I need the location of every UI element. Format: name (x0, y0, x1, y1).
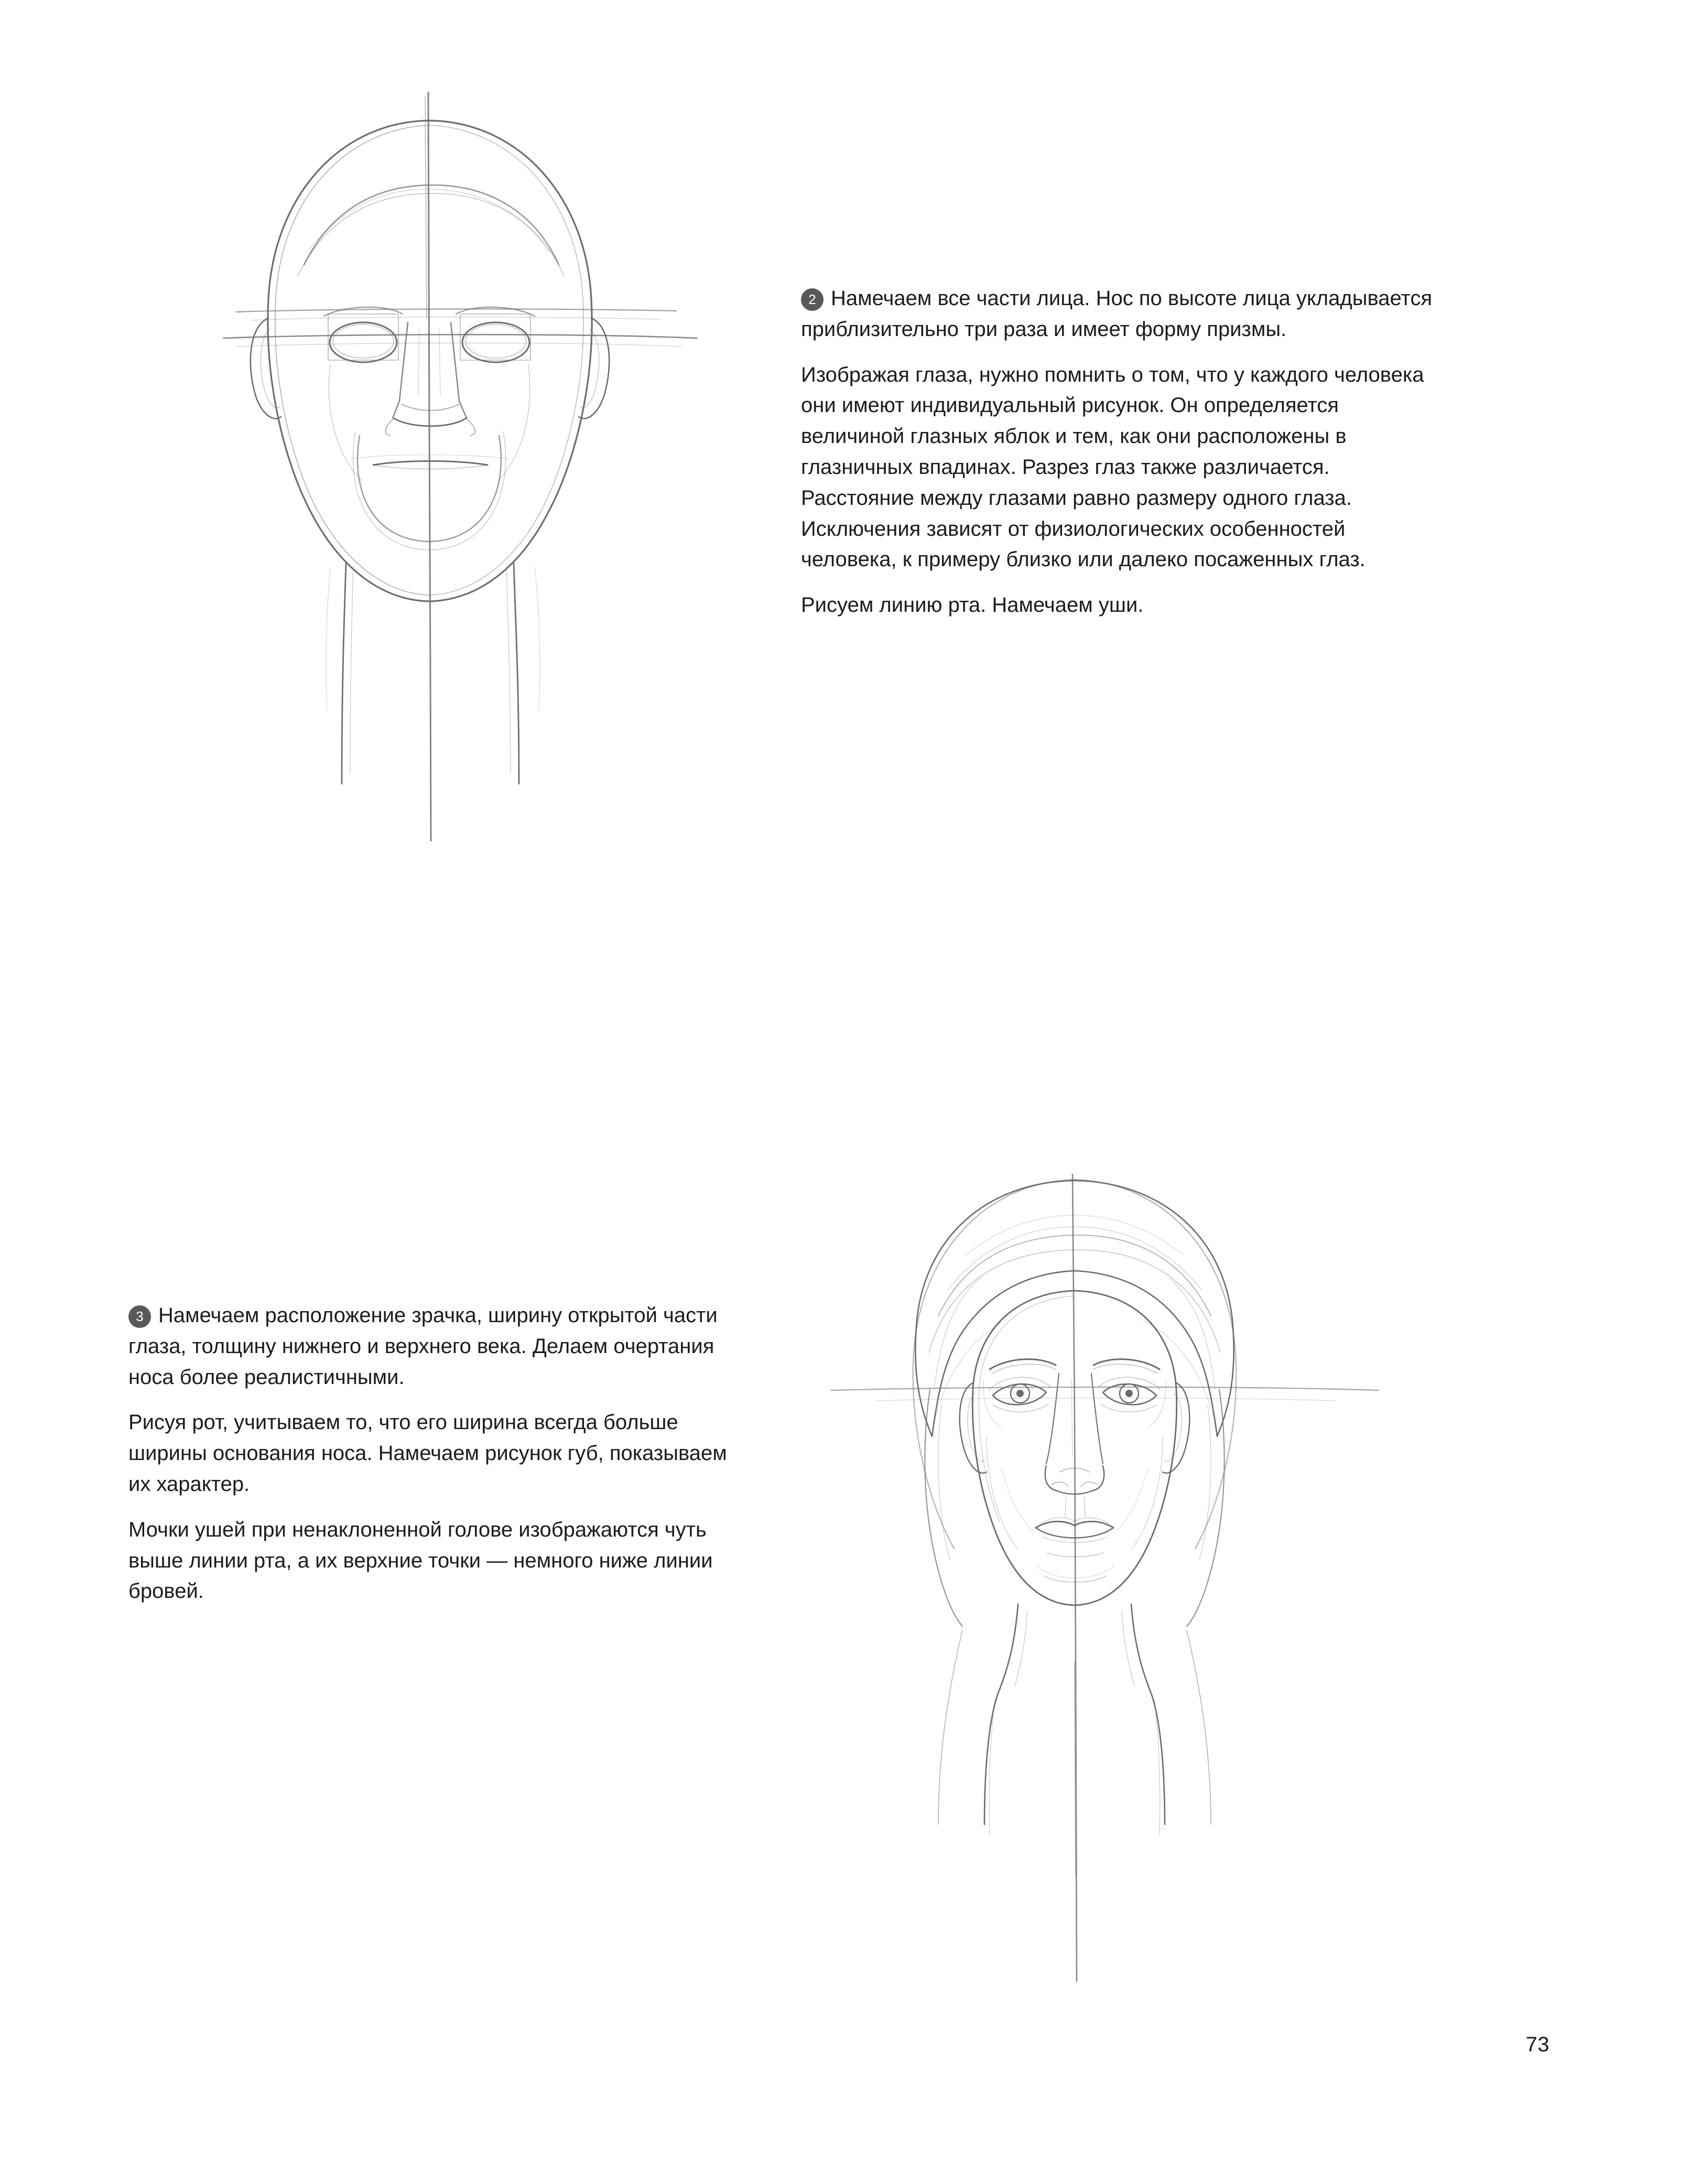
step-2-text (801, 283, 1443, 621)
step-2-paragraph-1 (801, 283, 1443, 345)
step-2-paragraph-2: Изображая глаза, нужно помнить о том, что у каждого человека они имеют индивидуальный рисунок. Он определяется величиной глазных яблок и тем, как они расположены в глазничных впадинах. Разрез глаз также различается. Расстояние между глазами равно размеру одного глаза. Исключения зависят от физиологических особенностей человека, к примеру близко или далеко посаженных глаз. (801, 363, 1424, 571)
step-2-paragraph-1-text: Намечаем все части лица. Нос по высоте лица укладывается приблизительно три раза и имеет форму призмы. (801, 287, 1432, 341)
head-rendered-sketch (781, 1143, 1426, 1982)
step-3-badge: 3 (128, 1305, 151, 1328)
step-3-text (128, 1300, 747, 1607)
step-2-badge: 2 (801, 288, 824, 311)
step-3-paragraph-1-text: Намечаем расположение зрачка, ширину открытой части глаза, толщину нижнего и верхнего века. Делаем очертания носа более реалистичными. (128, 1304, 718, 1389)
step-2-paragraph-3: Рисуем линию рта. Намечаем уши. (801, 593, 1144, 617)
step-3-paragraph-3: Мочки ушей при ненаклоненной голове изображаются чуть выше линии рта, а их верхние точки — немного ниже линии бровей. (128, 1518, 713, 1603)
head-construction-sketch (173, 92, 744, 841)
step-3-paragraph-1 (128, 1300, 747, 1392)
page-number: 73 (1525, 2033, 1550, 2056)
step-3-paragraph-2: Рисуя рот, учитываем то, что его ширина всегда больше ширины основания носа. Намечаем рисунок губ, показываем их характер. (128, 1411, 727, 1496)
